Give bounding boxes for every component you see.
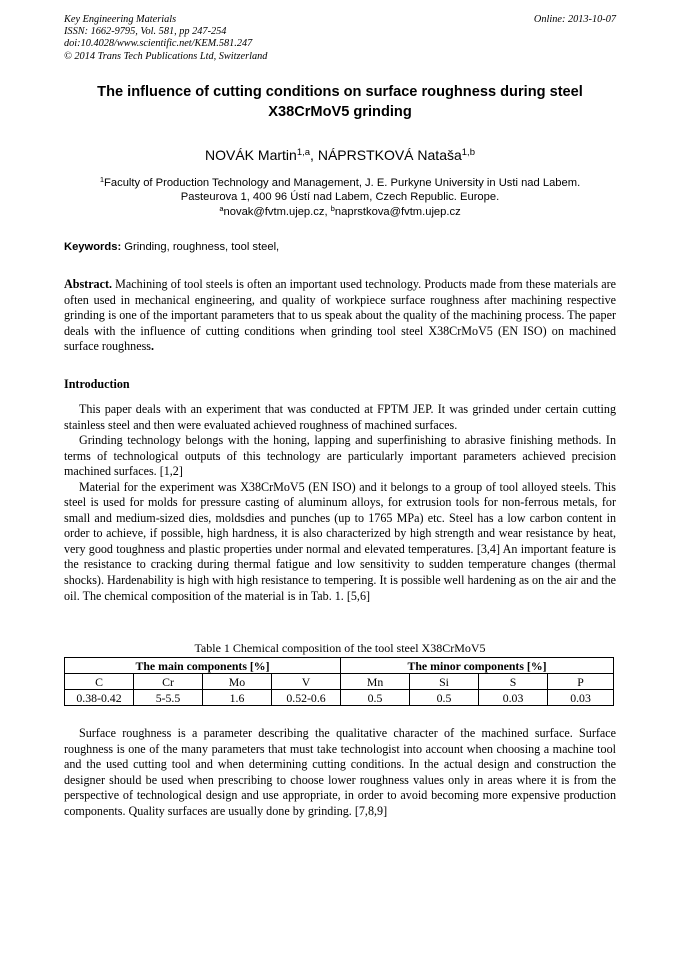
paper-title [64,82,616,122]
abstract-text: Machining of tool steels is often an important used technology. Products made from these materials are often used in mechanical engineering, and quality of workpiece surface roughness after machining respective grinding is one of the important parameters that to us speak about the quality of the machining process. The paper deals with the influence of cutting conditions when grinding tool steel X38CrMoV5 (EN ISO) on machined surface roughness [64,277,616,354]
table-header-row [65,674,614,690]
intro-paragraph-2: Grinding technology belongs with the honing, lapping and superfinishing to abrasive finishing methods. In terms of technological outputs of this technology are particularly important parameters achieved precision machined surfaces. [1,2] [64,433,616,479]
affiliation-sup: 1 [99,174,105,184]
group-main-header: The main components [%] [65,658,341,674]
email-a-sup: a [219,203,224,213]
header-v: V [272,674,341,690]
author-separator: , [310,147,318,163]
header-mn: Mn [341,674,410,690]
abstract-label: Abstract. [64,277,113,291]
keywords-label: Keywords: [64,241,122,253]
value-v: 0.52-0.6 [272,690,341,706]
value-s: 0.03 [479,690,548,706]
email-b: naprstkova@fvtm.ujep.cz [334,205,461,218]
affiliation-line-1 [64,176,616,190]
author-2-sup: 1,b [461,146,475,158]
value-cr: 5-5.5 [134,690,203,706]
value-si: 0.5 [410,690,479,706]
table-group-row [65,658,614,674]
author-2: NÁPRSTKOVÁ Nataša [317,147,462,163]
journal-header [64,14,616,63]
email-line [64,205,616,219]
surface-roughness-paragraph: Surface roughness is a parameter describing the qualitative character of the machined surface. Surface roughness is one of the many parameters that must take technologist into account when choosing a machine tool and the used cutting tool and when determining cutting conditions. In the actual design and construction the designer should be used when prescribing to choose lower roughness values only in areas where it is from the perspective of technological design and use appropriate, in order to avoid becoming more expensive production components. Quality surfaces are usually done by grinding. [7,8,9] [64,726,616,818]
copyright-line: © 2014 Trans Tech Publications Ltd, Switzerland [64,50,268,62]
email-separator: , [324,205,331,218]
introduction-heading: Introduction [64,377,130,391]
table-value-row [65,690,614,706]
group-minor-header: The minor components [%] [341,658,614,674]
email-a: novak@fvtm.ujep.cz [223,205,325,218]
value-mn: 0.5 [341,690,410,706]
issn-line: ISSN: 1662-9795, Vol. 581, pp 247-254 [64,26,227,38]
value-mo: 1.6 [203,690,272,706]
introduction-body [64,402,616,604]
value-p: 0.03 [548,690,614,706]
keywords-text: Grinding, roughness, tool steel, [121,241,280,253]
doi-line: doi:10.4028/www.scientific.net/KEM.581.247 [64,38,253,50]
header-s: S [479,674,548,690]
affiliation-line-2: Pasteurova 1, 400 96 Ústí nad Labem, Czech Republic. Europe. [180,191,500,204]
affiliation [64,176,616,219]
surface-roughness-section [64,726,616,819]
journal-name: Key Engineering Materials [64,14,177,25]
online-date: Online: 2013-10-07 [533,14,616,25]
header-p: P [548,674,614,690]
email-b-sup: b [330,203,335,213]
header-c: C [65,674,134,690]
keywords [64,240,616,254]
abstract [64,277,616,355]
author-1: NOVÁK Martin [205,147,297,163]
abstract-end: . [150,339,155,354]
header-si: Si [410,674,479,690]
header-cr: Cr [134,674,203,690]
value-c: 0.38-0.42 [65,690,134,706]
author-1-sup: 1,a [296,146,311,158]
authors-line [64,146,616,164]
header-mo: Mo [203,674,272,690]
intro-paragraph-1: This paper deals with an experiment that was conducted at FPTM JEP. It was grinded under certain cutting stainless steel and then were evaluated achieved roughness of machined surfaces. [64,402,616,432]
chemical-composition-table [64,657,614,706]
intro-paragraph-3: Material for the experiment was X38CrMoV5 (EN ISO) and it belongs to a group of tool alloyed steels. This steel is used for molds for pressure casting of aluminum alloys, for extrusion tools for non-ferrous metals, for small and medium-sized dies, moldsdies and punches (up to 1765 MPa) etc. Steel has a low carbon content in order to achieve, if possible, high hardness, it is also characterized by high strength and wear resistance by heat, very good toughness and plastic properties under normal and elevated temperatures. [3,4] An important feature is the resistance to cracking during thermal fatigue and low sensitivity to sudden temperature changes (thermal shocks). Hardenability is high with high resistance to tempering. It is possible well hardening as on the air and the oil. The chemical composition of the material is in Tab. 1. [5,6] [64,479,616,603]
affiliation-text-1: Faculty of Production Technology and Management, J. E. Purkyne University in Usti nad Labem. [104,177,581,189]
title-line-1: The influence of cutting conditions on surface roughness during steel [97,84,583,100]
table-caption: Table 1 Chemical composition of the tool steel X38CrMoV5 [194,641,486,655]
title-line-2: X38CrMoV5 grinding [268,104,412,120]
